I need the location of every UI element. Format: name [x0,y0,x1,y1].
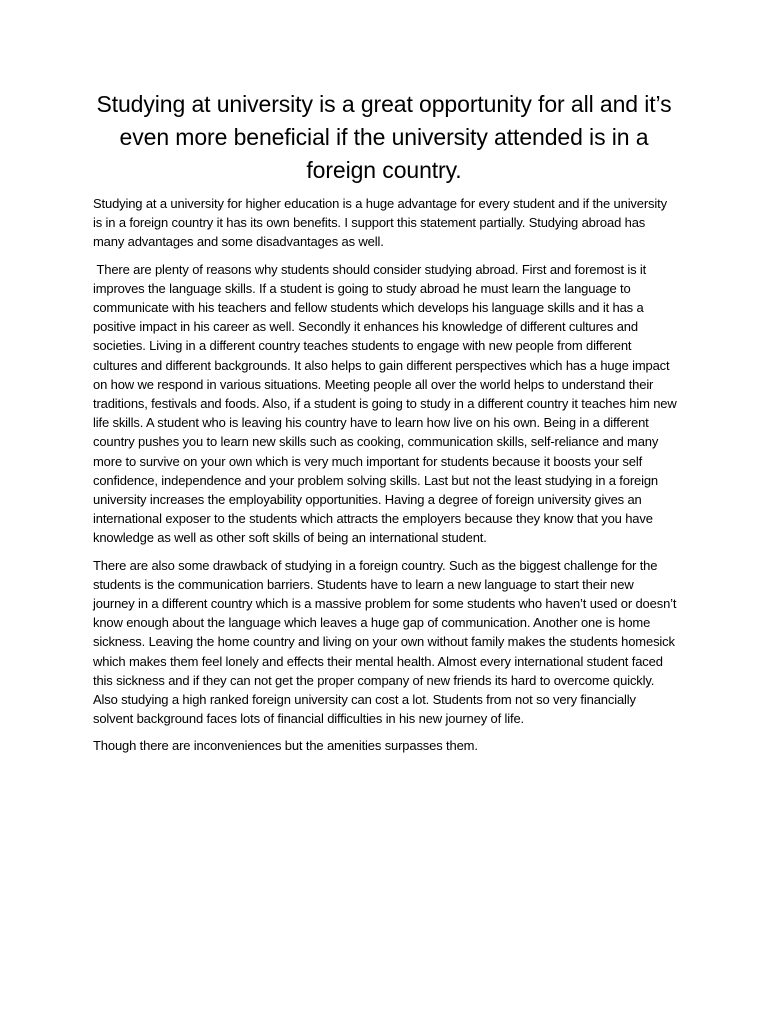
document-body [93,194,681,764]
document-title: Studying at university is a great opportunity for all and it’s even more beneficial if the university attended is in a foreign country. [96,91,672,183]
paragraph-advantages: There are plenty of reasons why students should consider studying abroad. First and foremost is it improves the language skills. If a student is going to study abroad he must learn the language to communicate with his teachers and fellow students which develops his language skills and it has a positive impact in his career as well. Secondly it enhances his knowledge of different cultures and societies. Living in a different country teaches students to engage with new people from different cultures and different backgrounds. It also helps to gain different perspectives which has a huge impact on how we respond in various situations. Meeting people all over the world helps to understand their traditions, festivals and foods. Also, if a student is going to study in a different country it teaches him new life skills. A student who is leaving his country have to learn how live on his own. Being in a different country pushes you to learn new skills such as cooking, communication skills, self-reliance and many more to survive on your own which is very much important for students because it boosts your self confidence, independence and your problem solving skills. Last but not the least studying in a foreign university increases the employability opportunities. Having a degree of foreign university gives an international exposer to the students which attracts the employers because they know that you have knowledge as well as other soft skills of being an international student. [93,261,681,546]
paragraph-intro: Studying at a university for higher education is a huge advantage for every student and if the university is in a foreign country it has its own benefits. I support this statement partially. Studying abroad has many advantages and some disadvantages as well. [93,196,667,250]
paragraph-conclusion: Though there are inconveniences but the amenities surpasses them. [93,738,478,754]
paragraph-drawbacks: There are also some drawback of studying in a foreign country. Such as the biggest challenge for the students is the communication barriers. Students have to learn a new language to start their new journey in a different country which is a massive problem for some students who haven’t used or doesn’t know enough about the language which leaves a huge gap of communication. Another one is home sickness. Leaving the home country and living on your own without family makes the students homesick which makes them feel lonely and effects their mental health. Almost every international student faced this sickness and if they can not get the proper company of new friends its hard to overcome quickly. Also studying a high ranked foreign university can cost a lot. Students from not so very financially solvent background faces lots of financial difficulties in his new journey of life. [93,557,677,727]
